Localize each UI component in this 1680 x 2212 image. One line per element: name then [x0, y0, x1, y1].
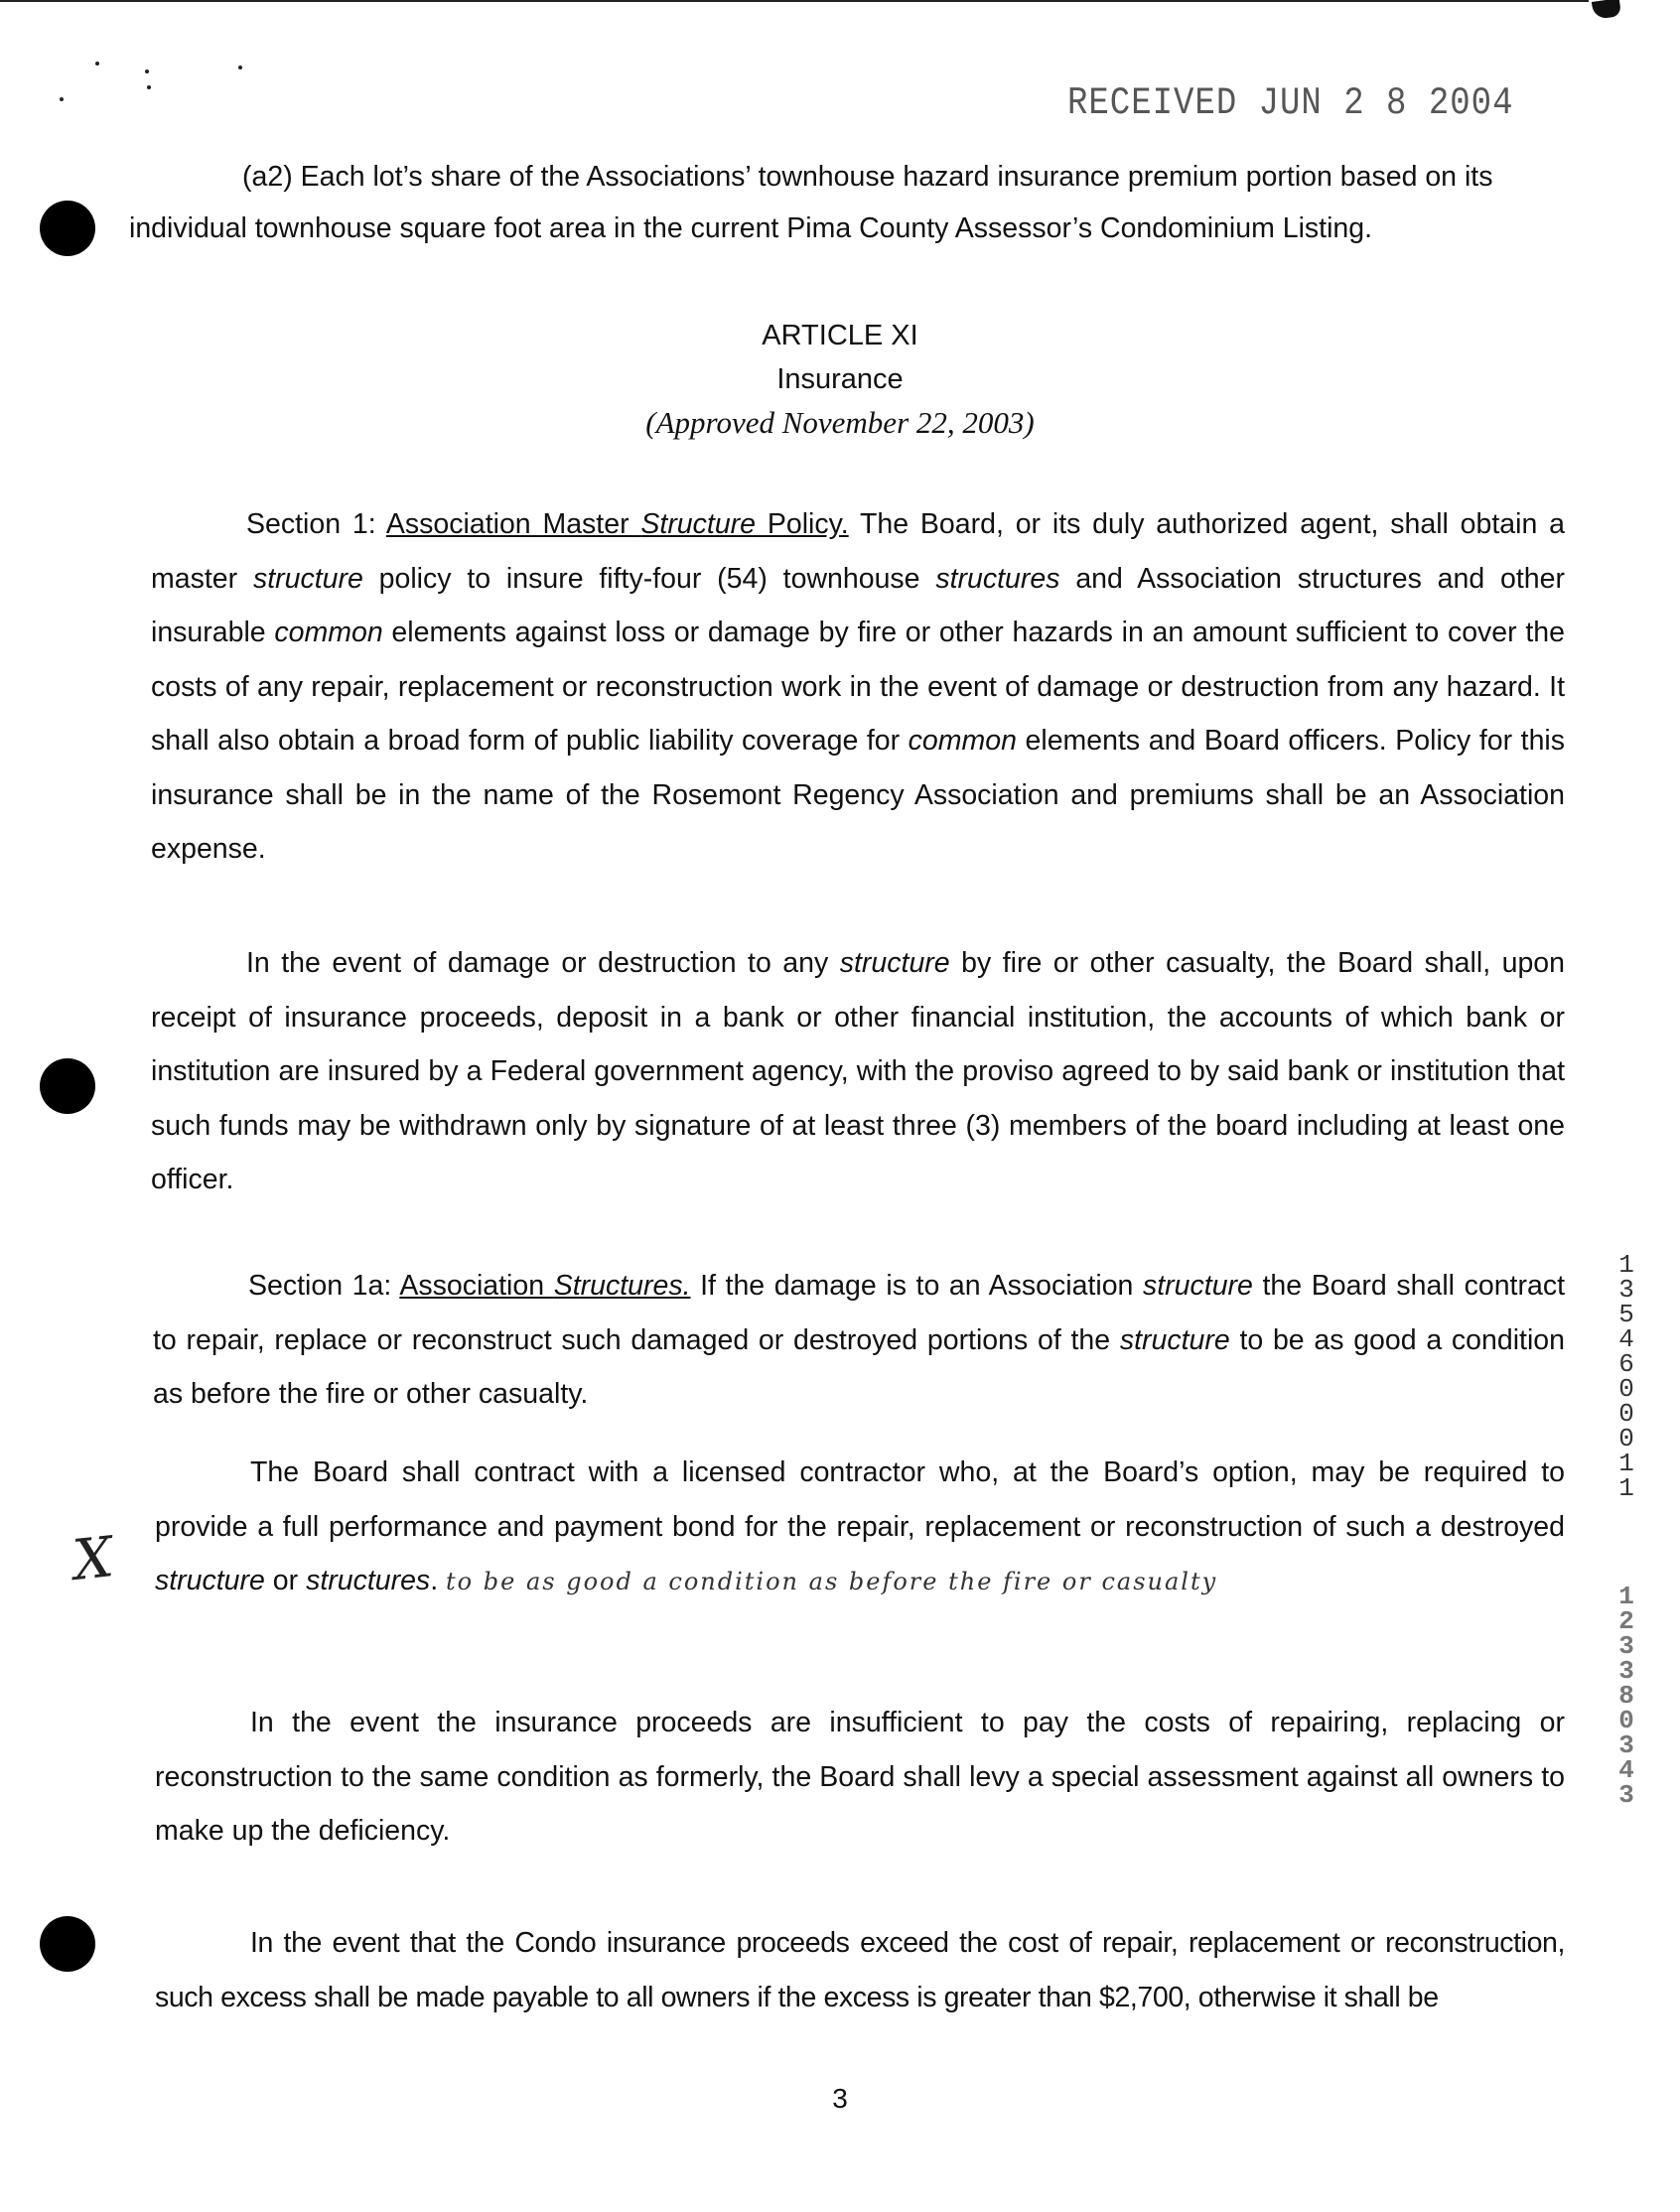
handwritten-x-mark: X: [70, 1525, 117, 1593]
intro-line-1: (a2) Each lot’s share of the Associations’ townhouse hazard insurance premium portion based on its: [242, 161, 1493, 193]
punch-hole: [40, 1058, 95, 1114]
section-1-paragraph: Section 1: Association Master Structure Policy. The Board, or its duly authorized agent, shall obtain a master structure policy to insure fifty-four (54) townhouse structures and Association structures and other insurable common elements against loss or damage by fire or other hazards in an amount sufficient to cover the costs of any repair, replacement or reconstruction work in the event of damage or destruction from any hazard. It shall also obtain a broad form of public liability coverage for common elements and Board officers. Policy for this insurance shall be in the name of the Rosemont Regency Association and premiums shall be an Association expense.: [151, 508, 1566, 865]
top-scan-edge: [0, 0, 1589, 2]
scan-speck: [238, 66, 242, 69]
page-number: 3: [832, 2083, 848, 2114]
scan-speck: [95, 62, 99, 66]
margin-recording-number-2: 12338 0343: [1618, 1582, 1634, 1810]
punch-hole: [40, 1916, 95, 1972]
corner-scan-mark: [1592, 0, 1621, 20]
handwritten-insertion: to be as good a condition as before the fire or casualty: [446, 1568, 1218, 1595]
intro-line-2: individual townhouse square foot area in the current Pima County Assessor’s Condominium Listing.: [129, 212, 1373, 244]
contractor-paragraph: The Board shall contract with a licensed contractor who, at the Board’s option, may be required to provide a full performance and payment bond for the repair, replacement or reconstruction of such a destroyed structure or structures. to be as good a condition as before the fire or casualty: [155, 1456, 1565, 1596]
section-1-label: Section 1:: [246, 508, 386, 540]
excess-proceeds-paragraph: In the event that the Condo insurance proceeds exceed the cost of repair, replacement or reconstruction, such excess shall be made payable to all owners if the excess is greater than $2,700, otherwise it shall be: [155, 1927, 1565, 2013]
section-1a-label: Section 1a:: [248, 1270, 400, 1302]
article-approved-date: (Approved November 22, 2003): [645, 405, 1035, 440]
section-1a-heading: Association Structures.: [399, 1270, 691, 1302]
article-title: Insurance: [776, 363, 904, 395]
scan-speck: [147, 85, 151, 89]
margin-recording-number-1: 13546 00011: [1618, 1250, 1634, 1503]
received-stamp: RECEIVED JUN 2 8 2004: [1067, 82, 1514, 126]
article-number: ARTICLE XI: [762, 320, 918, 351]
scan-speck: [60, 97, 64, 101]
section-1a-paragraph: Section 1a: Association Structures. If the damage is to an Association structure the Board shall contract to repair, replace or reconstruct such damaged or destroyed portions of the structure to be as good a condition as before the fire or other casualty.: [153, 1270, 1565, 1410]
insufficient-proceeds-paragraph: In the event the insurance proceeds are insufficient to pay the costs of repairing, replacing or reconstruction to the same condition as formerly, the Board shall levy a special assessment against all owners to make up the deficiency.: [155, 1707, 1565, 1847]
scan-speck: [145, 69, 149, 73]
section-1-heading: Association Master Structure Policy.: [385, 508, 849, 540]
damage-paragraph: In the event of damage or destruction to any structure by fire or other casualty, the Board shall, upon receipt of insurance proceeds, deposit in a bank or other financial institution, the accounts of which bank or institution are insured by a Federal government agency, with the proviso agreed to by said bank or institution that such funds may be withdrawn only by signature of at least three (3) members of the board including at least one officer.: [151, 947, 1566, 1195]
punch-hole: [40, 201, 95, 256]
